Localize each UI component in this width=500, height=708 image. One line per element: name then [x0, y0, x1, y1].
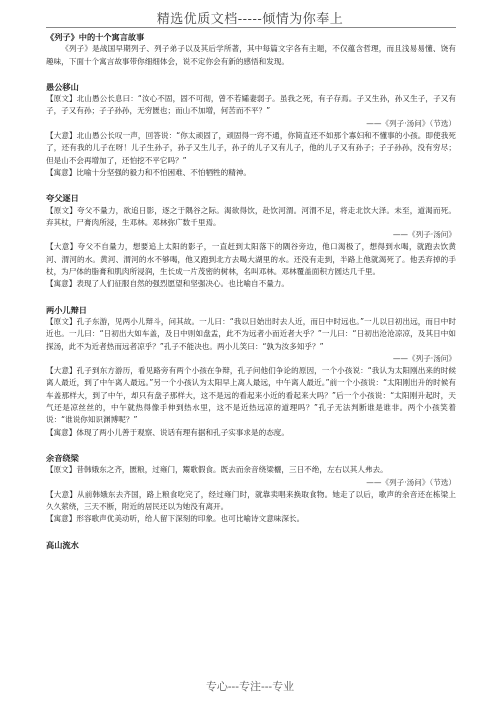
story-paragraph: 【原文】夸父不量力，欲追日影，逐之于隅谷之际。渴欲得饮，赴饮河渭。河渭不足，将走北饮大泽。未至，道渴而死。弃其杖，尸膏肉所浸，生邓林。邓林弥广数千里焉。 — [46, 205, 456, 227]
story-paragraph: 【寓意】体现了两小儿善于观察、说话有理有据和孔子实事求是的态度。 — [46, 427, 289, 437]
story-paragraph: 【大意】从前韩娥东去齐国，路上粮食吃完了，经过雍门时，就靠卖唱来换取食物。她走了以后，歌声的余音还在栋梁上久久萦绕，三天不断，附近的居民还以为她没有离开。 — [46, 489, 456, 512]
story-title: 高山流水 — [46, 539, 79, 550]
story-section — [46, 304, 456, 439]
story-section — [46, 192, 456, 290]
story-paragraph: 【原文】孔子东游，见两小儿辩斗，问其故。一儿曰：“我以日始出时去人近，而日中时远也。”一儿以日初出远，而日中时近也。一儿曰：“日初出大如车盖，及日中则如盘盂，此不为远者小而近者大乎？”一儿曰：“日初出沧沧凉凉，及其日中如探汤，此不为近者热而远者凉乎？”孔子不能决也。两小儿笑曰：“孰为汝多知乎？” — [46, 316, 456, 351]
story-source: ——《列子·汤问》 — [392, 230, 456, 240]
story-section — [46, 539, 456, 551]
story-title: 夸父逐日 — [46, 193, 79, 204]
footer-text: 专心---专注---专业 — [205, 680, 295, 693]
document-title: 《列子》中的十个寓言故事 — [46, 32, 145, 42]
story-paragraph: 【原文】昔韩娥东之齐，匮粮，过雍门，鬻歌假食。既去而余音绕梁欐，三日不绝，左右以其人弗去。 — [46, 465, 388, 475]
story-source: ——《列子·汤问》（节选） — [366, 118, 456, 128]
story-paragraph: 【大意】夸父不自量力，想要追上太阳的影子，一直赶到太阳落下的隅谷旁边，他口渴极了，想得到水喝，就跑去饮黄河、渭河的水。黄河、渭河的水不够喝，他又跑到北方去喝大湖里的水。还没有走到，半路上他就渴死了。他丢弃掉的手杖，为尸体的脂膏和肌肉所浸润，生长成一片茂密的树林，名叫邓林。邓林覆盖面积方圆达几千里。 — [46, 242, 456, 277]
document-body — [46, 31, 456, 551]
header-divider — [46, 27, 456, 28]
document-intro: 《列子》是战国早期列子、列子弟子以及其后学所著，其中每篇文字各有主题，不仅蕴含哲理，而且浅易易懂、饶有趣味，下面十个寓言故事带你细细体会，说不定你会有新的感悟和发现。 — [46, 44, 456, 66]
story-section — [46, 81, 456, 179]
header-title: 精选优质文档-----倾情为你奉上 — [156, 12, 344, 27]
story-list — [46, 81, 456, 551]
story-title: 两小儿辩日 — [46, 304, 87, 315]
story-source: ——《列子·汤问》 — [392, 353, 456, 363]
story-paragraph: 【大意】北山愚公长叹一声，回答说：“你太顽固了，顽固得一窍不通，你简直还不如那个寡妇和不懂事的小孩。即使我死了，还有我的儿子在呀！儿子生孙子，孙子又生儿子，孙子的儿子又有儿子，他的儿子又有孙子；子子孙孙，没有穷尽；但是山不会再增加了，还怕挖不平它吗？” — [46, 131, 456, 165]
story-section — [46, 452, 456, 526]
story-paragraph: 【寓意】形容歌声优美动听，给人留下深刻的印象。也可比喻诗文意味深长。 — [46, 514, 305, 524]
story-paragraph: 【大意】孔子到东方游历，看见路旁有两个小孩在争辩，孔子问他们争论的原因，一个小孩说：“我认为太阳刚出来的时候离人最近，到了中午离人最远。”另一个小孩认为太阳早上离人最远，中午离人最近。”前一个小孩说：“太阳刚出升的时候有车盖那样大，到了中午，却只有盘子那样大，这不是远的看起来小近的看起来大吗？”后一个小孩说：“太阳刚升起时，天气还是凉丝丝的，中午就热得像手伸到热水里，这不是近热远凉的道理吗？”孔子无法判断谁是谁非。两个小孩笑着说：“谁说你知识渊博呢？” — [46, 366, 456, 425]
story-paragraph: 【原文】北山愚公长息曰：“汝心不固，固不可彻，曾不若孀妻弱子。虽我之死，有子存焉。子又生孙，孙又生子，子又有子，子又有孙；子子孙孙，无穷匮也；而山不加增，何苦而不平？” — [46, 94, 456, 116]
story-source: ——《列子·汤问》（节选） — [366, 477, 456, 487]
story-title: 愚公移山 — [46, 81, 79, 92]
story-paragraph: 【寓意】表现了人们征服自然的强烈愿望和坚强决心。也比喻自不量力。 — [46, 279, 289, 289]
story-title: 余音绕梁 — [46, 452, 79, 463]
story-paragraph: 【寓意】比喻十分坚强的毅力和不怕困难、不怕牺牲的精神。 — [46, 167, 252, 177]
